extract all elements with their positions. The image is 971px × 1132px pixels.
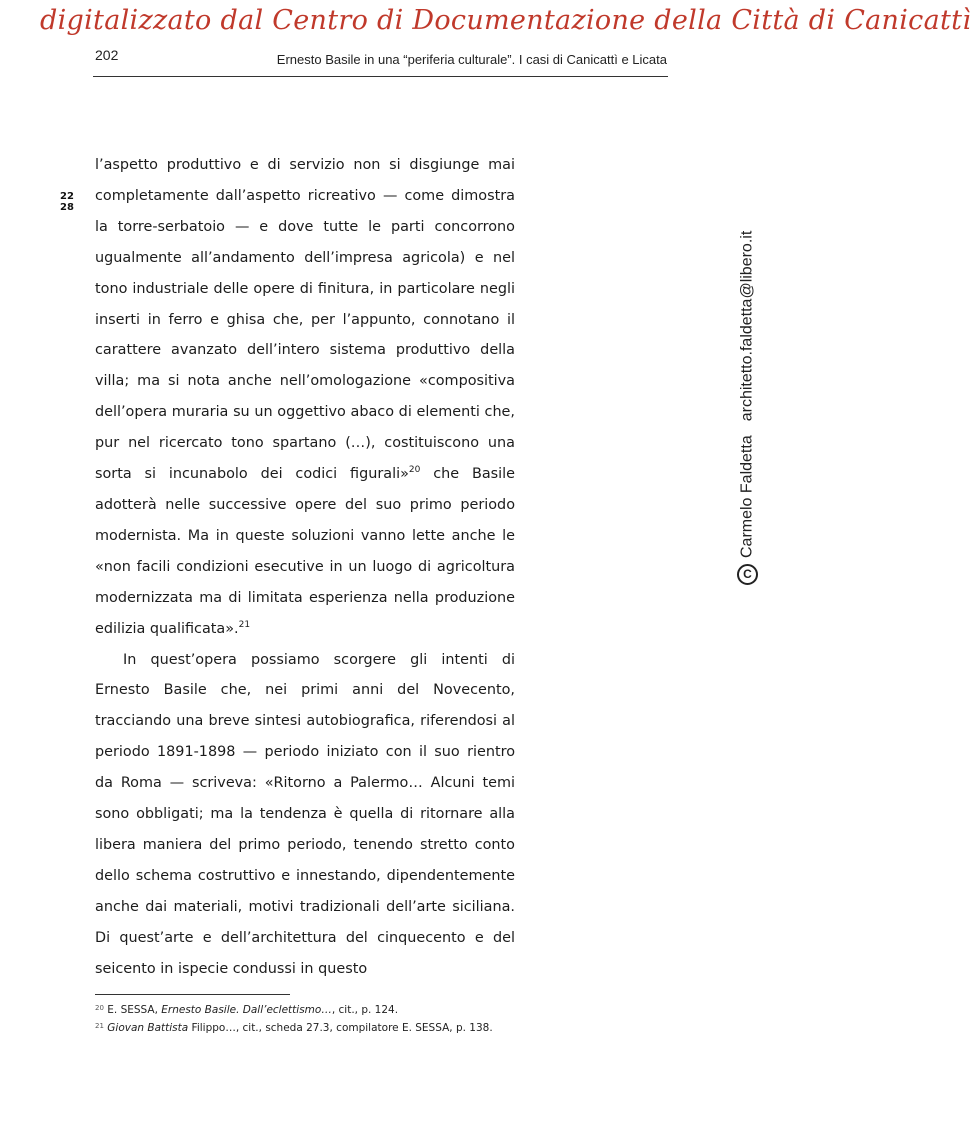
margin-number-top: 22	[60, 191, 74, 202]
footnote-20-number: 20	[95, 1004, 104, 1012]
paragraph-1-part-b: che Basile adotterà nelle successive opere del suo primo periodo modernista. Ma in queste soluzioni vanno lette anche le «non facili condizioni esecutive in un luogo di agricoltura modernizzata ma di limitata esperienza nella produzione edilizia qualificata».	[95, 466, 515, 637]
watermark-author: Carmelo Faldetta	[738, 435, 756, 558]
header-rule	[93, 76, 668, 77]
footnotes	[95, 1001, 595, 1037]
running-title: Ernesto Basile in una “periferia culturale”. I casi di Canicattì e Licata	[276, 52, 667, 67]
footnote-21-number: 21	[95, 1022, 104, 1030]
footnote-20-title: Ernesto Basile. Dall’eclettismo…	[161, 1004, 332, 1016]
footnote-rule	[95, 994, 290, 995]
paragraph-2: In quest’opera possiamo scorgere gli intenti di Ernesto Basile che, nei primi anni del Novecento, tracciando una breve sintesi autobiografica, riferendosi al periodo 1891-1898 — periodo iniziato con il suo rientro da Roma — scriveva: «Ritorno a Palermo… Alcuni temi sono obbligati; ma la tendenza è quella di ritornare alla libera maniera del primo periodo, tenendo stretto conto dello schema costruttivo e innestando, dipendentemente anche dai materiali, motivi tradizionali dell’arte siciliana. Di quest’arte e dell’architettura del cinquecento e del seicento in ispecie condussi in questo	[95, 651, 515, 977]
footnote-20	[95, 1001, 595, 1019]
page-number: 202	[95, 47, 119, 63]
footnote-21-post: Filippo…, cit., scheda 27.3, compilatore E. SESSA, p. 138.	[188, 1022, 493, 1034]
footnote-21-title: Giovan Battista	[107, 1022, 189, 1034]
footnote-ref-21: 21	[238, 619, 251, 630]
margin-number-bottom: 28	[60, 202, 74, 213]
paragraph-1-part-a: l’aspetto produttivo e di servizio non si disgiunge mai completamente dall’aspetto ricreativo — come dimostra la torre-serbatoio — e dove tutte le parti concorrono ugualmente all’andamento dell’impresa agricola) e nel tono industriale delle opere di finitura, in particolare negli inserti in ferro e ghisa che, per l’appunto, connotano il carattere avanzato dell’intero sistema produttivo della villa; ma si nota anche nell’omologazione «compositiva dell’opera muraria su un oggettivo abaco di elementi che, pur nel ricercato tono spartano (…), costituiscono una sorta si incunabolo dei codici figurali»	[95, 157, 515, 483]
body-text	[95, 150, 515, 984]
margin-numbers	[60, 191, 74, 213]
footnote-20-post: , cit., p. 124.	[331, 1004, 399, 1016]
side-watermark-text	[737, 231, 758, 585]
watermark-email: architetto.faldetta@libero.it	[738, 230, 756, 422]
copyright-icon: C	[737, 564, 758, 585]
digitization-banner: digitalizzato dal Centro di Documentazione della Città di Canicattì	[40, 5, 971, 36]
side-watermark	[722, 230, 756, 590]
footnote-20-pre: E. SESSA,	[107, 1004, 162, 1016]
footnote-21	[95, 1019, 595, 1037]
footnote-ref-20: 20	[408, 465, 421, 476]
paragraph-1	[95, 150, 515, 645]
